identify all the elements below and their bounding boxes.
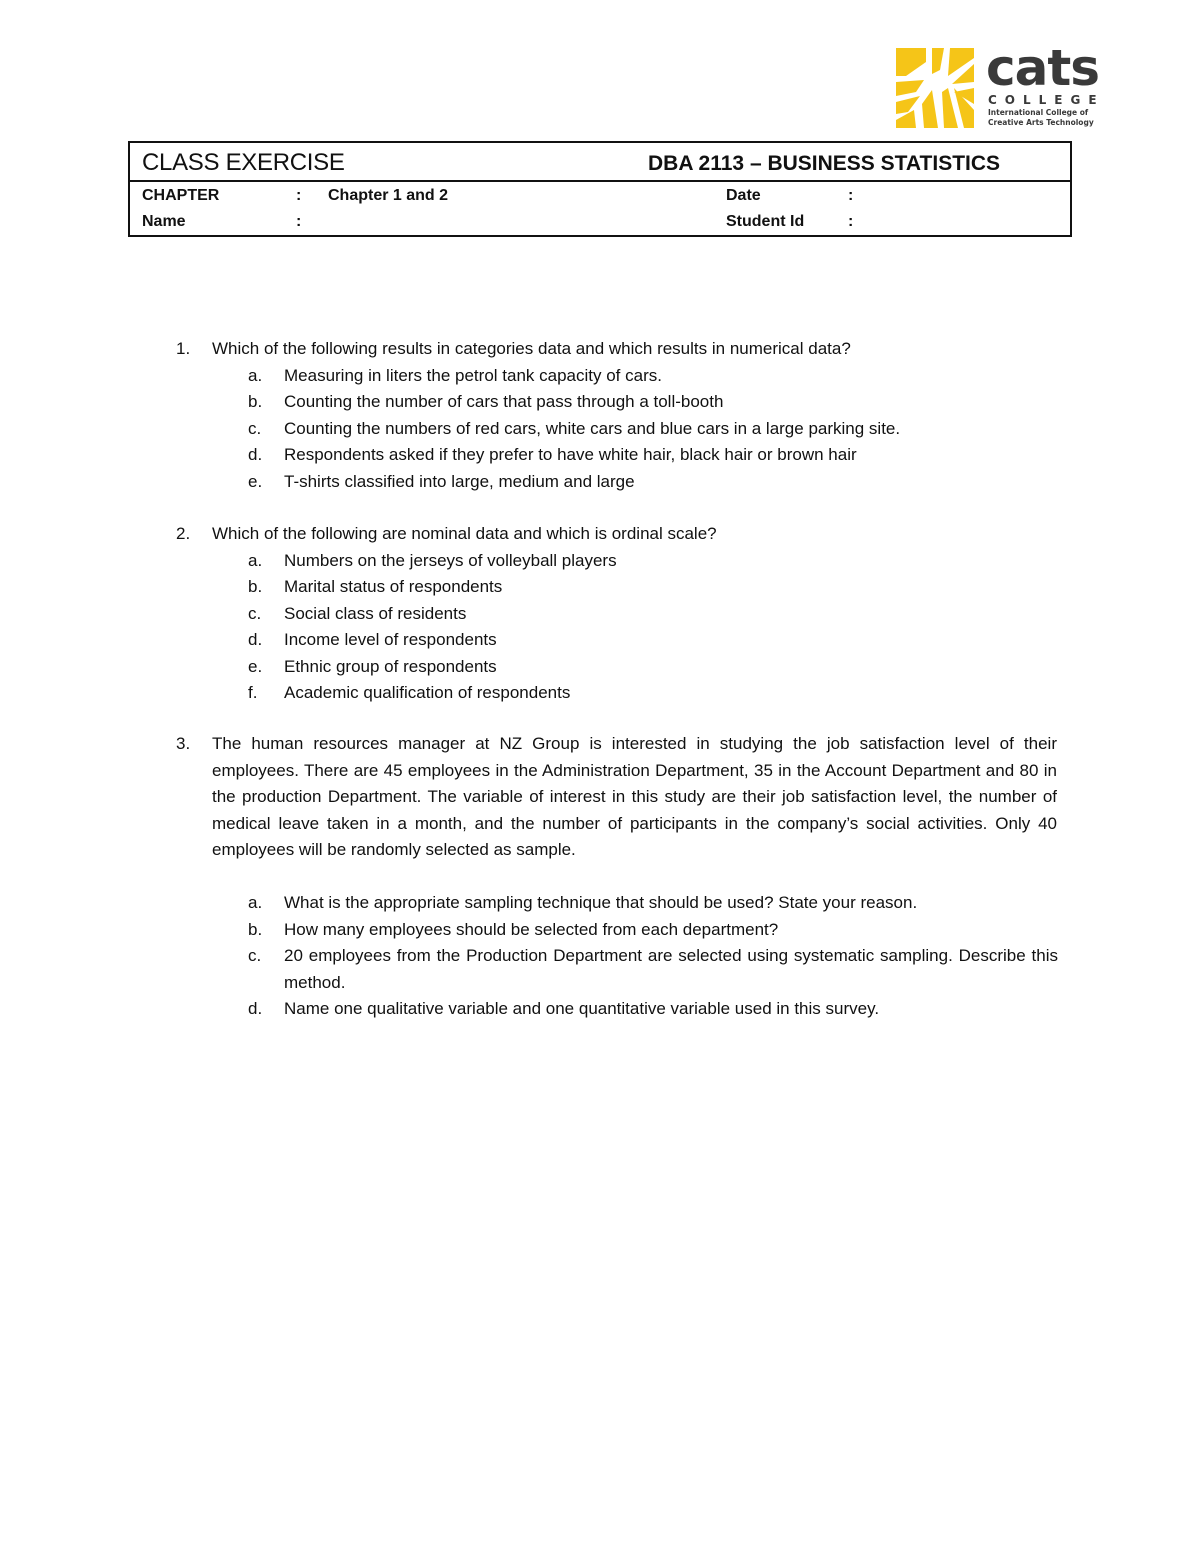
option-letter: b. [248,392,263,411]
option-letter: b. [248,919,263,939]
logo-tagline-line-1: International College of [988,108,1089,117]
option-item [248,943,1058,996]
option-letter: d. [248,445,263,464]
option-letter: e. [248,471,263,491]
question-text: Which of the following are nominal data and which is ordinal scale? [212,524,717,543]
option-text: 20 employees from the Production Department are selected using systematic sampling. Describe this method. [284,946,1058,992]
option-text: Name one qualitative variable and one quantitative variable used in this survey. [284,999,880,1018]
option-text: Marital status of respondents [284,577,503,596]
page-title: CLASS EXERCISE [142,149,345,176]
option-text: Counting the number of cars that pass through a toll-booth [284,392,724,411]
option-text: Respondents asked if they prefer to have white hair, black hair or brown hair [284,445,857,464]
option-item [248,680,1068,707]
option-text: Ethnic group of respondents [284,656,497,676]
option-text: Social class of residents [284,603,467,623]
option-text: What is the appropriate sampling technique that should be used? State your reason. [284,893,918,912]
option-item [248,389,1068,416]
option-item [248,469,1068,496]
option-item [248,574,1068,601]
question-text: Which of the following results in categories data and which results in numerical data? [212,339,851,358]
question-number: 2. [176,524,191,543]
option-letter: c. [248,603,262,623]
option-letter: b. [248,577,263,596]
option-item [248,601,1068,628]
option-letter: f. [248,683,258,702]
option-list [248,890,1058,1023]
option-item [248,442,1068,469]
option-letter: c. [248,418,262,438]
logo-tagline [988,108,1094,128]
sunburst-logo-icon [896,48,974,128]
student-id-separator: : [848,213,854,230]
date-label: Date [726,187,761,204]
option-item [248,363,1068,390]
option-text: Academic qualification of respondents [284,683,571,702]
option-item [248,548,1068,575]
logo-tagline-line-2: Creative Arts Technology [988,118,1094,127]
logo-college-text: COLLEGE [988,93,1105,107]
question-number: 3. [176,734,191,753]
option-letter: d. [248,630,263,649]
name-label: Name [142,213,186,230]
question-text: The human resources manager at NZ Group is interested in studying the job satisfaction level of their employees. There are 45 employees in the Administration Department, 35 in the Account Department and 80 in the production Department. The variable of interest in this study are their job satisfaction level, the number of medical leave taken in a month, and the number of participants in the company’s social activities. Only 40 employees will be randomly selected as sample. [212,734,1057,859]
option-letter: c. [248,946,262,965]
option-item [248,917,1058,944]
student-id-label: Student Id [726,213,805,230]
chapter-separator: : [296,187,302,204]
option-item [248,416,1068,443]
option-text: Income level of respondents [284,630,497,649]
question-number: 1. [176,339,191,358]
option-text: Counting the numbers of red cars, white cars and blue cars in a large parking site. [284,418,901,438]
option-text: Measuring in liters the petrol tank capacity of cars. [284,365,662,385]
option-item [248,996,1058,1023]
option-letter: a. [248,893,263,912]
chapter-label: CHAPTER [142,187,220,204]
college-logo [896,39,1108,130]
course-title: DBA 2113 – BUSINESS STATISTICS [648,152,1001,175]
header-title-row [130,143,1070,182]
option-letter: a. [248,365,263,385]
option-letter: e. [248,656,263,676]
exercise-header-table [128,141,1072,237]
option-item [248,890,1058,917]
option-item [248,627,1068,654]
option-letter: a. [248,550,263,570]
option-text: Numbers on the jerseys of volleyball players [284,550,617,570]
chapter-value: Chapter 1 and 2 [328,187,449,204]
logo-wordmark: cats [986,39,1100,97]
date-separator: : [848,187,854,204]
option-text: T-shirts classified into large, medium and large [284,471,635,491]
name-separator: : [296,213,302,230]
option-item [248,654,1068,681]
option-list [248,548,1068,707]
option-text: How many employees should be selected from each department? [284,919,779,939]
option-list [248,363,1068,496]
option-letter: d. [248,999,263,1018]
